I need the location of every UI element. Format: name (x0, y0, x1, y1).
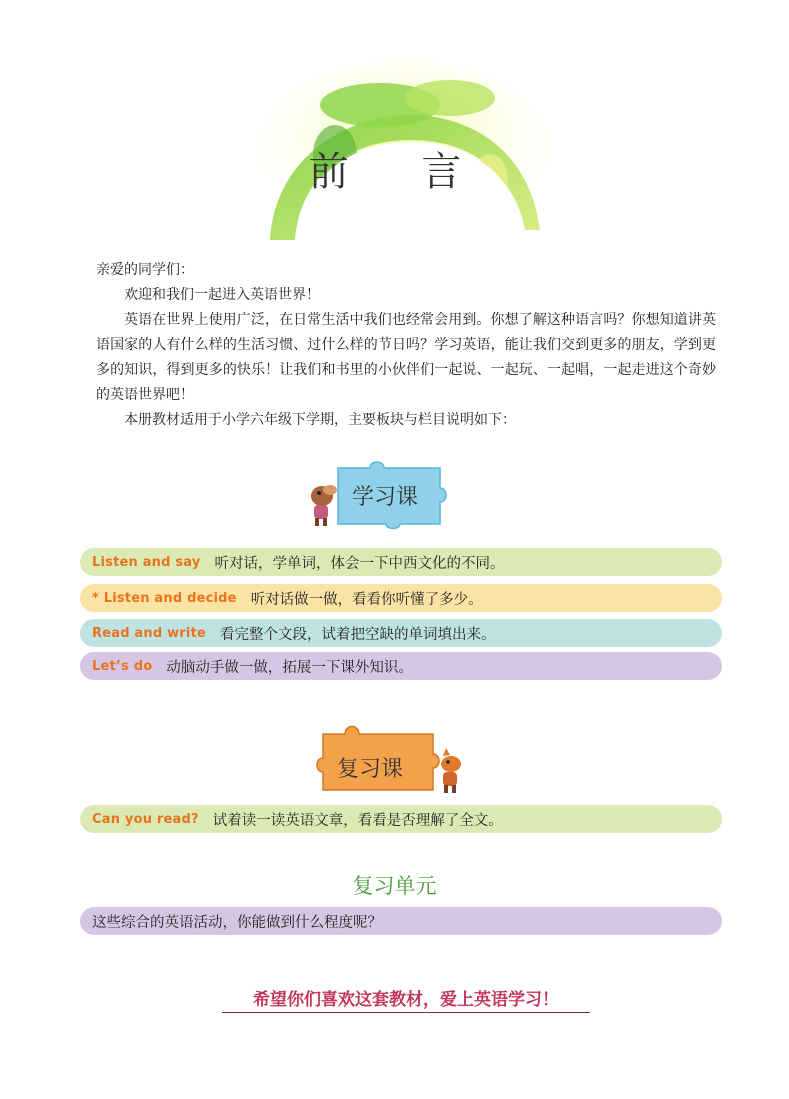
intro-paragraph: 英语在世界上使用广泛，在日常生活中我们也经常会用到。你想了解这种语言吗？你想知道讲英语国家的人有什么样的生活习惯、过什么样的节日吗？学习英语，能让我们交到更多的朋友，学到更多的知识，得到更多的快乐！让我们和书里的小伙伴们一起说、一起玩、一起唱，一起走进这个奇妙的英语世界吧！ (96, 312, 716, 403)
greeting: 亲爱的同学们： (96, 262, 194, 278)
review-lesson-heading: 复习课 (337, 757, 404, 782)
list-item (80, 619, 722, 647)
list-item (80, 907, 722, 935)
section-desc: 听对话做一做，看看你听懂了多少。 (250, 591, 483, 608)
closing-line: 希望你们喜欢这套教材，爱上英语学习！ (222, 985, 590, 1013)
study-lesson-heading: 学习课 (352, 485, 419, 510)
section-desc: 试着读一读英语文章，看看是否理解了全文。 (212, 812, 503, 829)
review-lesson-header (315, 720, 470, 800)
section-desc: 听对话，学单词，体会一下中西文化的不同。 (214, 555, 505, 572)
page-title: 前 言 (308, 149, 492, 195)
cartoon-fox-icon (441, 748, 461, 793)
list-item (80, 652, 722, 680)
section-desc: 动脑动手做一做，拓展一下课外知识。 (166, 659, 413, 676)
section-desc: 这些综合的英语活动，你能做到什么程度呢？ (92, 914, 382, 931)
intro-paragraph: 欢迎和我们一起进入英语世界！ (124, 287, 320, 303)
list-item (80, 548, 722, 576)
cartoon-dog-icon (311, 485, 337, 526)
section-label: Listen and say (92, 554, 201, 570)
study-lesson-header (300, 460, 450, 530)
review-unit-heading: 复习单元 (352, 874, 437, 898)
section-label: * Listen and decide (92, 590, 237, 606)
list-item (80, 805, 722, 833)
section-label: Can you read? (92, 811, 199, 827)
section-label: Read and write (92, 625, 206, 641)
section-label: Let’s do (92, 658, 153, 674)
section-desc: 看完整个文段，试着把空缺的单词填出来。 (220, 626, 496, 643)
intro-paragraph: 本册教材适用于小学六年级下学期，主要板块与栏目说明如下： (124, 412, 516, 428)
intro-text (96, 258, 716, 433)
list-item (80, 584, 722, 612)
